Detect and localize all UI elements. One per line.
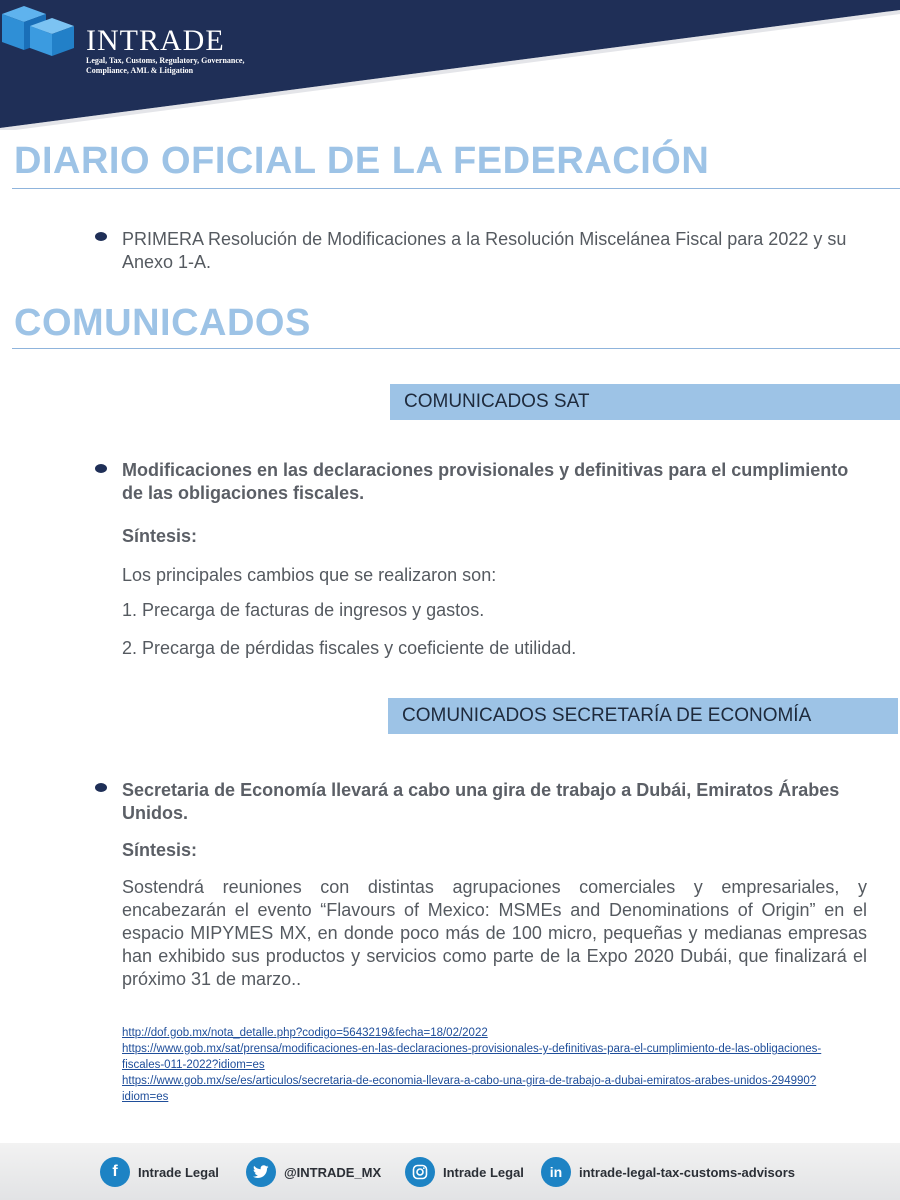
instagram-label: Intrade Legal: [443, 1164, 524, 1180]
source-link-sat[interactable]: https://www.gob.mx/sat/prensa/modificaciones-en-las-declaraciones-provisionales-y-definitivas-para-el-cumplimiento-de-las-obligaciones-fiscales-011-2022?idiom=es: [122, 1043, 822, 1071]
header-banner: [0, 0, 900, 130]
comunicados-title-rule: [12, 348, 900, 349]
linkedin-icon: in: [541, 1157, 571, 1187]
footer-instagram[interactable]: [405, 1157, 524, 1187]
comunicados-sat-band: COMUNICADOS SAT: [390, 384, 900, 420]
comunicados-section-title: COMUNICADOS: [14, 302, 311, 344]
footer-twitter[interactable]: [246, 1157, 381, 1187]
twitter-label: @INTRADE_MX: [284, 1164, 382, 1180]
sat-point-2: 2. Precarga de pérdidas fiscales y coeficiente de utilidad.: [122, 638, 577, 658]
sat-headline: Modificaciones en las declaraciones provisionales y definitivas para el cumplimiento de las obligaciones fiscales.: [122, 460, 849, 503]
source-link-dof[interactable]: http://dof.gob.mx/nota_detalle.php?codigo=5643219&fecha=18/02/2022: [122, 1027, 488, 1039]
sat-sintesis-label: Síntesis:: [122, 526, 198, 546]
bullet-icon: [95, 232, 107, 241]
comunicados-economia-band: COMUNICADOS SECRETARÍA DE ECONOMÍA: [388, 698, 898, 734]
instagram-icon: [405, 1157, 435, 1187]
bullet-icon: [95, 464, 107, 473]
dof-title-rule: [12, 188, 900, 189]
sat-point-1: 1. Precarga de facturas de ingresos y gastos.: [122, 600, 485, 620]
twitter-icon: [246, 1157, 276, 1187]
facebook-label: Intrade Legal: [138, 1164, 219, 1180]
facebook-icon: f: [100, 1157, 130, 1187]
footer-linkedin[interactable]: [541, 1157, 795, 1187]
footer-facebook[interactable]: [100, 1157, 219, 1187]
source-link-economia[interactable]: https://www.gob.mx/se/es/articulos/secretaria-de-economia-llevara-a-cabo-una-gira-de-trabajo-a-dubai-emiratos-arabes-unidos-294990?idiom=es: [122, 1075, 817, 1103]
brand-name: INTRADE: [86, 24, 225, 57]
source-links: [122, 1025, 822, 1105]
linkedin-label: intrade-legal-tax-customs-advisors: [579, 1164, 796, 1180]
sat-intro: Los principales cambios que se realizaron son:: [122, 565, 497, 585]
dof-item: PRIMERA Resolución de Modificaciones a la Resolución Miscelánea Fiscal para 2022 y su Anexo 1-A.: [122, 229, 847, 272]
brand-block: [86, 26, 246, 76]
intrade-logo-icon: [0, 0, 76, 58]
bullet-icon: [95, 783, 107, 792]
economia-body: Sostendrá reuniones con distintas agrupaciones comerciales y empresariales, y encabezarán el evento “Flavours of Mexico: MSMEs and Denominations of Origin” en el espacio MIPYMES MX, en donde poco más de 100 micro, pequeñas y medianas empresas han exhibido sus productos y servicios como parte de la Expo 2020 Dubái, que finalizará el próximo 31 de marzo..: [122, 877, 867, 989]
dof-section-title: DIARIO OFICIAL DE LA FEDERACIÓN: [14, 140, 710, 182]
economia-headline: Secretaria de Economía llevará a cabo una gira de trabajo a Dubái, Emiratos Árabes Unidos.: [122, 780, 840, 823]
brand-tagline: Legal, Tax, Customs, Regulatory, Governance, Compliance, AML & Litigation: [86, 56, 245, 75]
economia-sintesis-label: Síntesis:: [122, 840, 198, 860]
